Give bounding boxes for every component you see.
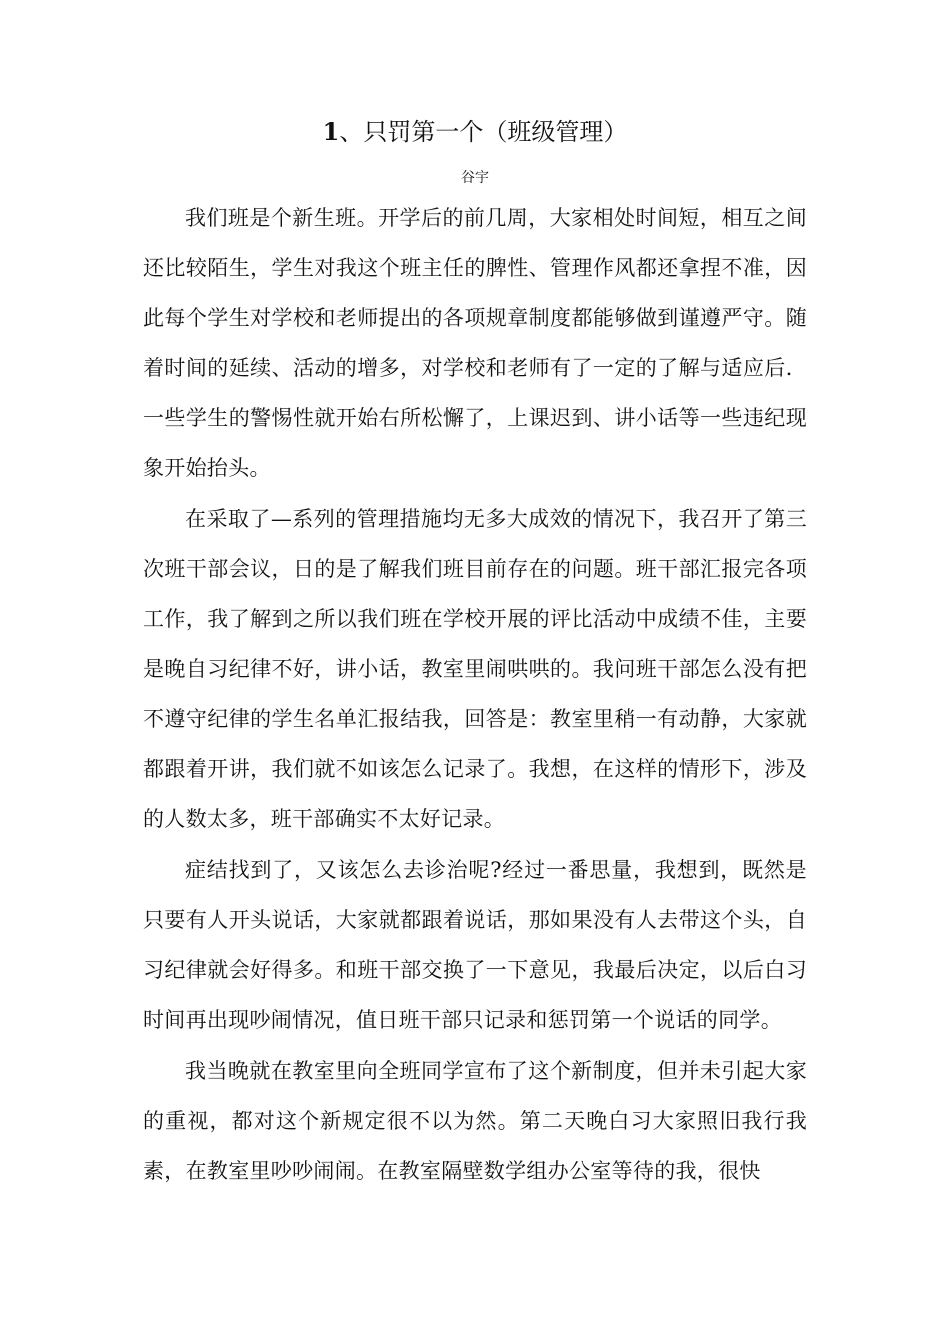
author-name: 谷宇 xyxy=(461,170,489,186)
document-body xyxy=(143,193,807,1197)
title-text: 、只罚第一个（班级管理） xyxy=(339,118,628,146)
paragraph-1: 我们班是个新生班。开学后的前几周，大家相处时间短，相互之间还比较陌生，学生对我这个班主任的脾性、管理作风都还拿捏不准，因此每个学生对学校和老师提出的各项规章制度都能够做到谨遵严守。随着时间的延续、活动的增多，对学校和老师有了一定的了解与适应后．一些学生的警惕性就开始右所松懈了，上课迟到、讲小话等一些违纪现象开始抬头。 xyxy=(143,206,807,480)
paragraph-3: 症结找到了，又该怎么去诊治呢?经过一番思量，我想到，既然是只要有人开头说话，大家就都跟着说话，那如果没有人去带这个头，自习纪律就会好得多。和班干部交换了一下意见，我最后决定，以后白习时间再出现吵闹情况，值日班干部只记录和惩罚第一个说话的同学。 xyxy=(143,858,807,1032)
document-title xyxy=(0,116,950,148)
paragraph-4: 我当晚就在教室里向全班同学宣布了这个新制度，但并未引起大家的重视，都对这个新规定很不以为然。第二天晚白习大家照旧我行我素，在教室里吵吵闹闹。在教室隔壁数学组办公室等待的我，很快 xyxy=(143,1059,807,1183)
paragraph-2: 在采取了—系列的管理措施均无多大成效的情况下，我召开了第三次班干部会议，日的是了解我们班目前存在的问题。班干部汇报完各项工作，我了解到之所以我们班在学校开展的评比活动中成绩不佳，主要是晚自习纪律不好，讲小话，教室里闹哄哄的。我问班干部怎么没有把不遵守纪律的学生名单汇报结我，回答是：教室里稍一有动静，大家就都跟着开讲，我们就不如该怎么记录了。我想，在这样的情形下，涉及的人数太多，班干部确实不太好记录。 xyxy=(143,507,807,831)
title-number: 1 xyxy=(322,117,340,146)
